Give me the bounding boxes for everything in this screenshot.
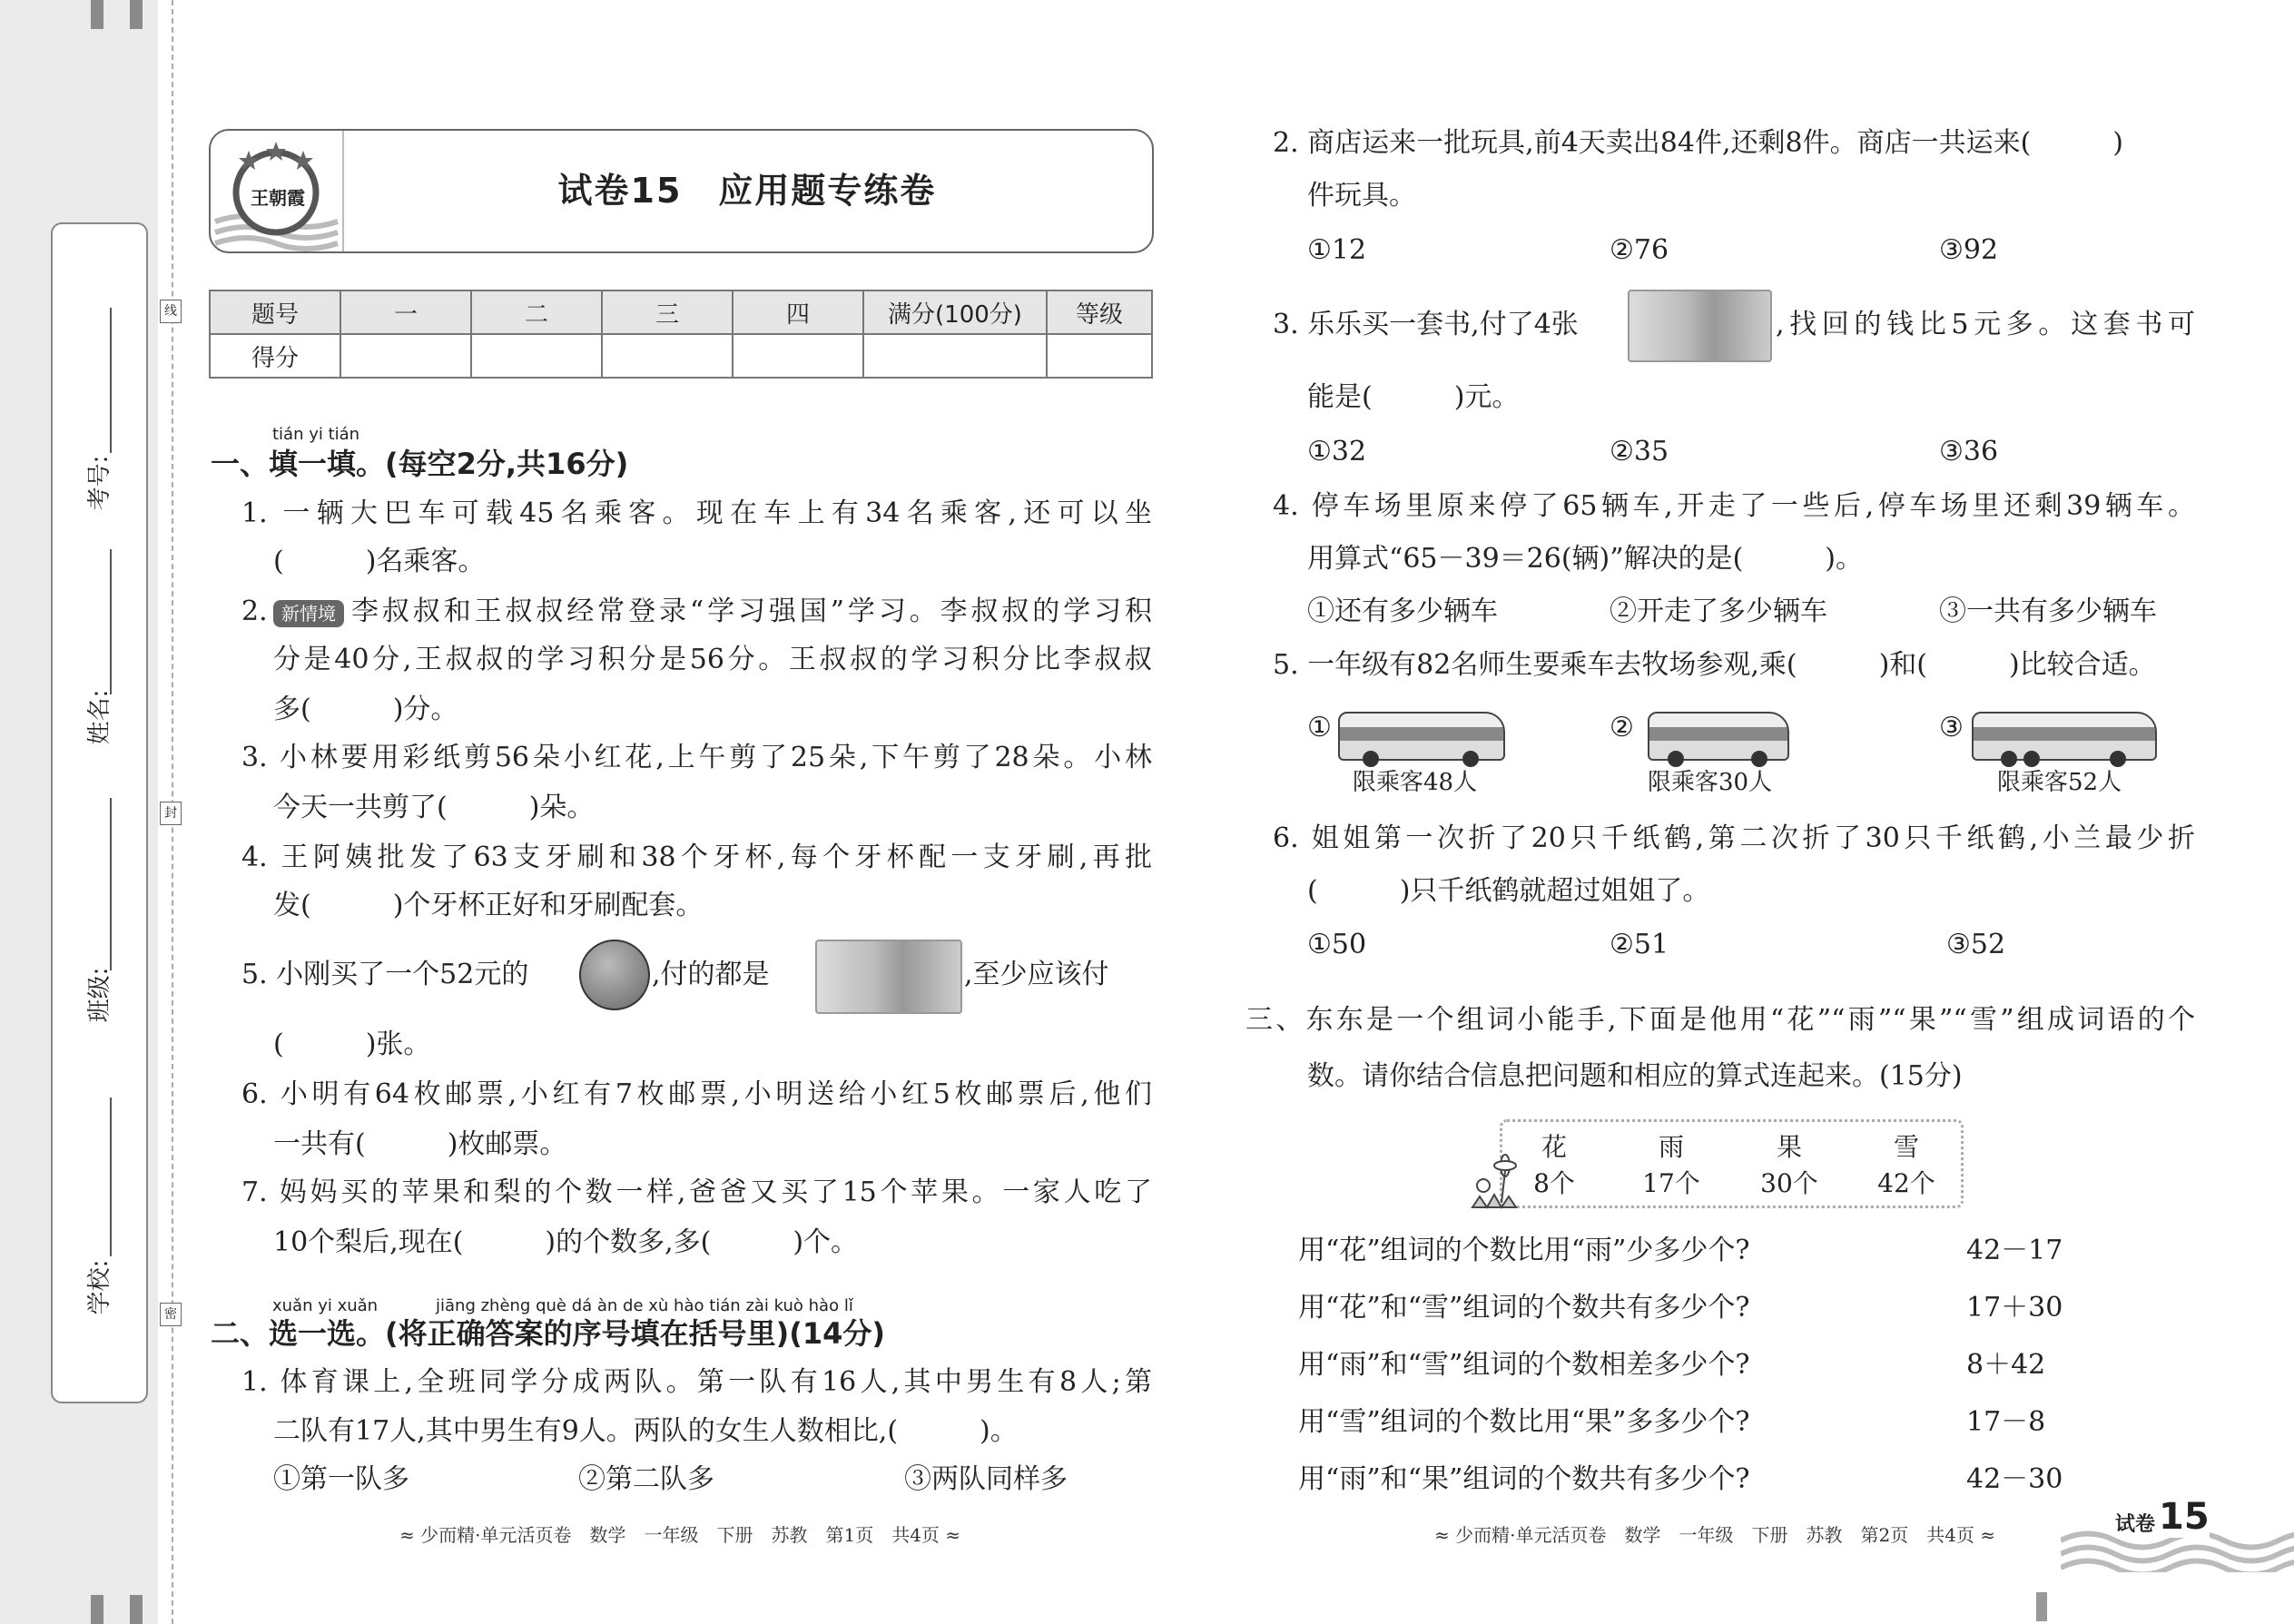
table-header-cell: 题号 (210, 290, 340, 334)
question-text: 二队有17人,其中男生有9人。两队的女生人数相比,( )。 (273, 1415, 1018, 1447)
table-header-cell: 一 (340, 290, 471, 334)
option[interactable]: ②76 (1610, 234, 1669, 266)
option-number[interactable]: ③ (1939, 712, 1964, 743)
new-context-badge: 新情境 (273, 600, 344, 627)
score-cell[interactable] (733, 334, 863, 378)
question-text: ,找回的钱比5元多。这套书可 (1776, 309, 2195, 340)
paper-badge-number: 15 (2159, 1496, 2210, 1538)
table-header-cell: 三 (602, 290, 733, 334)
section-heading: 一、填一填。(每空2分,共16分) (211, 447, 629, 481)
score-table (209, 290, 1153, 379)
school-field[interactable] (110, 1097, 112, 1256)
question-text: 3. 乐乐买一套书,付了4张 (1273, 309, 1579, 340)
question-text: 4. 停车场里原来停了65辆车,开走了一些后,停车场里还剩39辆车。 (1273, 490, 2195, 522)
option[interactable]: ③两队同样多 (904, 1463, 1068, 1495)
question-text: 一共有( )枚邮票。 (273, 1128, 567, 1160)
ten-yuan-note-icon (1628, 290, 1772, 362)
option[interactable]: ③一共有多少辆车 (1939, 595, 2157, 627)
pinyin: xuǎn yi xuǎn (272, 1296, 379, 1315)
seal-char: 线 (160, 300, 182, 323)
seal-char: 密 (160, 1303, 182, 1326)
student-info-box (51, 222, 148, 1403)
table-row (210, 290, 1152, 334)
option[interactable]: ②51 (1610, 929, 1669, 960)
option[interactable]: ②开走了多少辆车 (1610, 595, 1827, 627)
question-text: 6. 小明有64枚邮票,小红有7枚邮票,小明送给小红5枚邮票后,他们 (241, 1078, 1152, 1110)
question-text: 2. 商店运来一批玩具,前4天卖出84件,还剩8件。商店一共运来( ) (1273, 127, 2123, 159)
section-heading: 二、选一选。(将正确答案的序号填在括号里)(14分) (211, 1316, 886, 1351)
score-cell[interactable] (471, 334, 602, 378)
table-header-cell: 四 (733, 290, 863, 334)
matching-question[interactable]: 用“花”组词的个数比用“雨”少多少个? (1298, 1235, 1750, 1266)
row-label: 得分 (210, 334, 340, 378)
question-text: 4. 王阿姨批发了63支牙刷和38个牙杯,每个牙杯配一支牙刷,再批 (241, 842, 1152, 873)
brand-logo (211, 131, 344, 251)
question-text: 1. 体育课上,全班同学分成两队。第一队有16人,其中男生有8人;第 (241, 1366, 1152, 1398)
basketball-icon (579, 940, 650, 1010)
question-text: ( )张。 (273, 1029, 431, 1060)
matching-expression[interactable]: 8＋42 (1966, 1349, 2046, 1381)
table-header-cell: 满分(100分) (863, 290, 1047, 334)
bus-icon (1338, 712, 1505, 761)
section-heading: 数。请你结合信息把问题和相应的算式连起来。(15分) (1307, 1060, 1963, 1092)
page-title: 试卷15 应用题专练卷 (557, 171, 937, 211)
matching-question[interactable]: 用“雨”和“雪”组词的个数相差多少个? (1298, 1349, 1750, 1381)
bus-icon (1648, 712, 1789, 761)
table-count: 8个 (1533, 1168, 1575, 1198)
table-header-cell: 二 (471, 290, 602, 334)
matching-expression[interactable]: 17＋30 (1966, 1292, 2063, 1324)
bus-icon (1972, 712, 2157, 761)
table-count: 42个 (1877, 1168, 1935, 1198)
table-count: 17个 (1642, 1168, 1700, 1198)
logo-text: 王朝霞 (251, 187, 305, 209)
option[interactable]: ①第一队多 (273, 1463, 409, 1495)
question-text: 发( )个牙杯正好和牙刷配套。 (273, 890, 704, 921)
section-heading: 三、东东是一个组词小能手,下面是他用“花”“雨”“果”“雪”组成词语的个 (1245, 1004, 2195, 1036)
page-footer: ≈ 少而精·单元活页卷 数学 一年级 下册 苏教 第1页 共4页 ≈ (399, 1524, 961, 1546)
matching-expression[interactable]: 42－30 (1966, 1463, 2063, 1495)
pinyin: tián yi tián (272, 425, 360, 444)
option[interactable]: ③52 (1946, 929, 2006, 960)
class-field[interactable] (110, 798, 112, 970)
question-text: 件玩具。 (1307, 180, 1416, 212)
crop-mark (2036, 1592, 2047, 1621)
option[interactable]: ①12 (1307, 234, 1367, 266)
class-label: 班级: (86, 967, 113, 1023)
page-footer: ≈ 少而精·单元活页卷 数学 一年级 下册 苏教 第2页 共4页 ≈ (1434, 1524, 1996, 1546)
option-label: 限乘客52人 (1997, 769, 2122, 796)
name-label: 姓名: (86, 689, 113, 745)
name-field[interactable] (110, 549, 112, 694)
option[interactable]: ②35 (1610, 436, 1669, 468)
table-char: 果 (1776, 1132, 1802, 1162)
question-text: 李叔叔和王叔叔经常登录“学习强国”学习。李叔叔的学习积 (351, 595, 1152, 627)
table-char: 雪 (1893, 1132, 1919, 1162)
pinyin: jiāng zhèng què dá àn de xù hào tián zài kuò hào lǐ (436, 1296, 853, 1315)
score-cell[interactable] (602, 334, 733, 378)
crop-mark (91, 0, 103, 29)
matching-question[interactable]: 用“雪”组词的个数比用“果”多多少个? (1298, 1406, 1750, 1438)
table-count: 30个 (1760, 1168, 1818, 1198)
matching-expression[interactable]: 42－17 (1966, 1235, 2063, 1266)
score-cell[interactable] (863, 334, 1047, 378)
matching-expression[interactable]: 17－8 (1966, 1406, 2046, 1438)
question-text: 今天一共剪了( )朵。 (273, 792, 595, 823)
question-text: 5. 一年级有82名师生要乘车去牧场参观,乘( )和( )比较合适。 (1273, 649, 2156, 681)
question-text: ( )名乘客。 (273, 546, 486, 577)
seal-char: 封 (160, 802, 182, 825)
matching-question[interactable]: 用“花”和“雪”组词的个数共有多少个? (1298, 1292, 1750, 1324)
matching-question[interactable]: 用“雨”和“果”组词的个数共有多少个? (1298, 1463, 1750, 1495)
question-text: 能是( )元。 (1307, 381, 1520, 413)
question-text: 用算式“65－39＝26(辆)”解决的是( )。 (1307, 543, 1864, 575)
question-text: ,付的都是 (652, 959, 770, 990)
question-text: 多( )分。 (273, 694, 458, 725)
option[interactable]: ③36 (1939, 436, 1999, 468)
question-text: 5. 小刚买了一个52元的 (241, 959, 529, 990)
table-char: 雨 (1658, 1132, 1684, 1162)
option-number[interactable]: ② (1610, 712, 1634, 743)
school-label: 学校: (86, 1259, 113, 1315)
option[interactable]: ②第二队多 (578, 1463, 714, 1495)
title-box (209, 129, 1154, 253)
question-text: ( )只千纸鹤就超过姐姐了。 (1307, 875, 1710, 907)
option-number[interactable]: ① (1307, 712, 1332, 743)
paper-badge-label: 试卷 (2115, 1509, 2155, 1537)
question-text: 10个梨后,现在( )的个数多,多( )个。 (273, 1226, 859, 1258)
option[interactable]: ①50 (1307, 929, 1367, 960)
question-text: 6. 姐姐第一次折了20只千纸鹤,第二次折了30只千纸鹤,小兰最少折 (1273, 822, 2195, 854)
option[interactable]: ①32 (1307, 436, 1367, 468)
question-text: 7. 妈妈买的苹果和梨的个数一样,爸爸又买了15个苹果。一家人吃了 (241, 1176, 1152, 1208)
table-header-cell: 等级 (1047, 290, 1152, 334)
question-text: 3. 小林要用彩纸剪56朵小红花,上午剪了25朵,下午剪了28朵。小林 (241, 742, 1152, 773)
crop-mark (130, 0, 143, 29)
question-text: ,至少应该付 (964, 959, 1109, 990)
question-text: 分是40分,王叔叔的学习积分是56分。王叔叔的学习积分比李叔叔 (273, 644, 1152, 675)
question-number: 2. (241, 595, 268, 627)
ten-yuan-note-icon (815, 940, 962, 1014)
table-row (210, 334, 1152, 378)
option-label: 限乘客30人 (1648, 769, 1773, 796)
exam-number-field[interactable] (110, 308, 112, 453)
question-text: 1. 一辆大巴车可载45名乘客。现在车上有34名乘客,还可以坐 (241, 497, 1152, 529)
option-label: 限乘客48人 (1353, 769, 1478, 796)
crop-mark (91, 1595, 103, 1624)
score-cell[interactable] (340, 334, 471, 378)
table-char: 花 (1541, 1132, 1567, 1162)
score-cell[interactable] (1047, 334, 1152, 378)
option[interactable]: ③92 (1939, 234, 1999, 266)
crop-mark (130, 1595, 143, 1624)
option[interactable]: ①还有多少辆车 (1307, 595, 1498, 627)
exam-number-label: 考号: (86, 455, 113, 511)
